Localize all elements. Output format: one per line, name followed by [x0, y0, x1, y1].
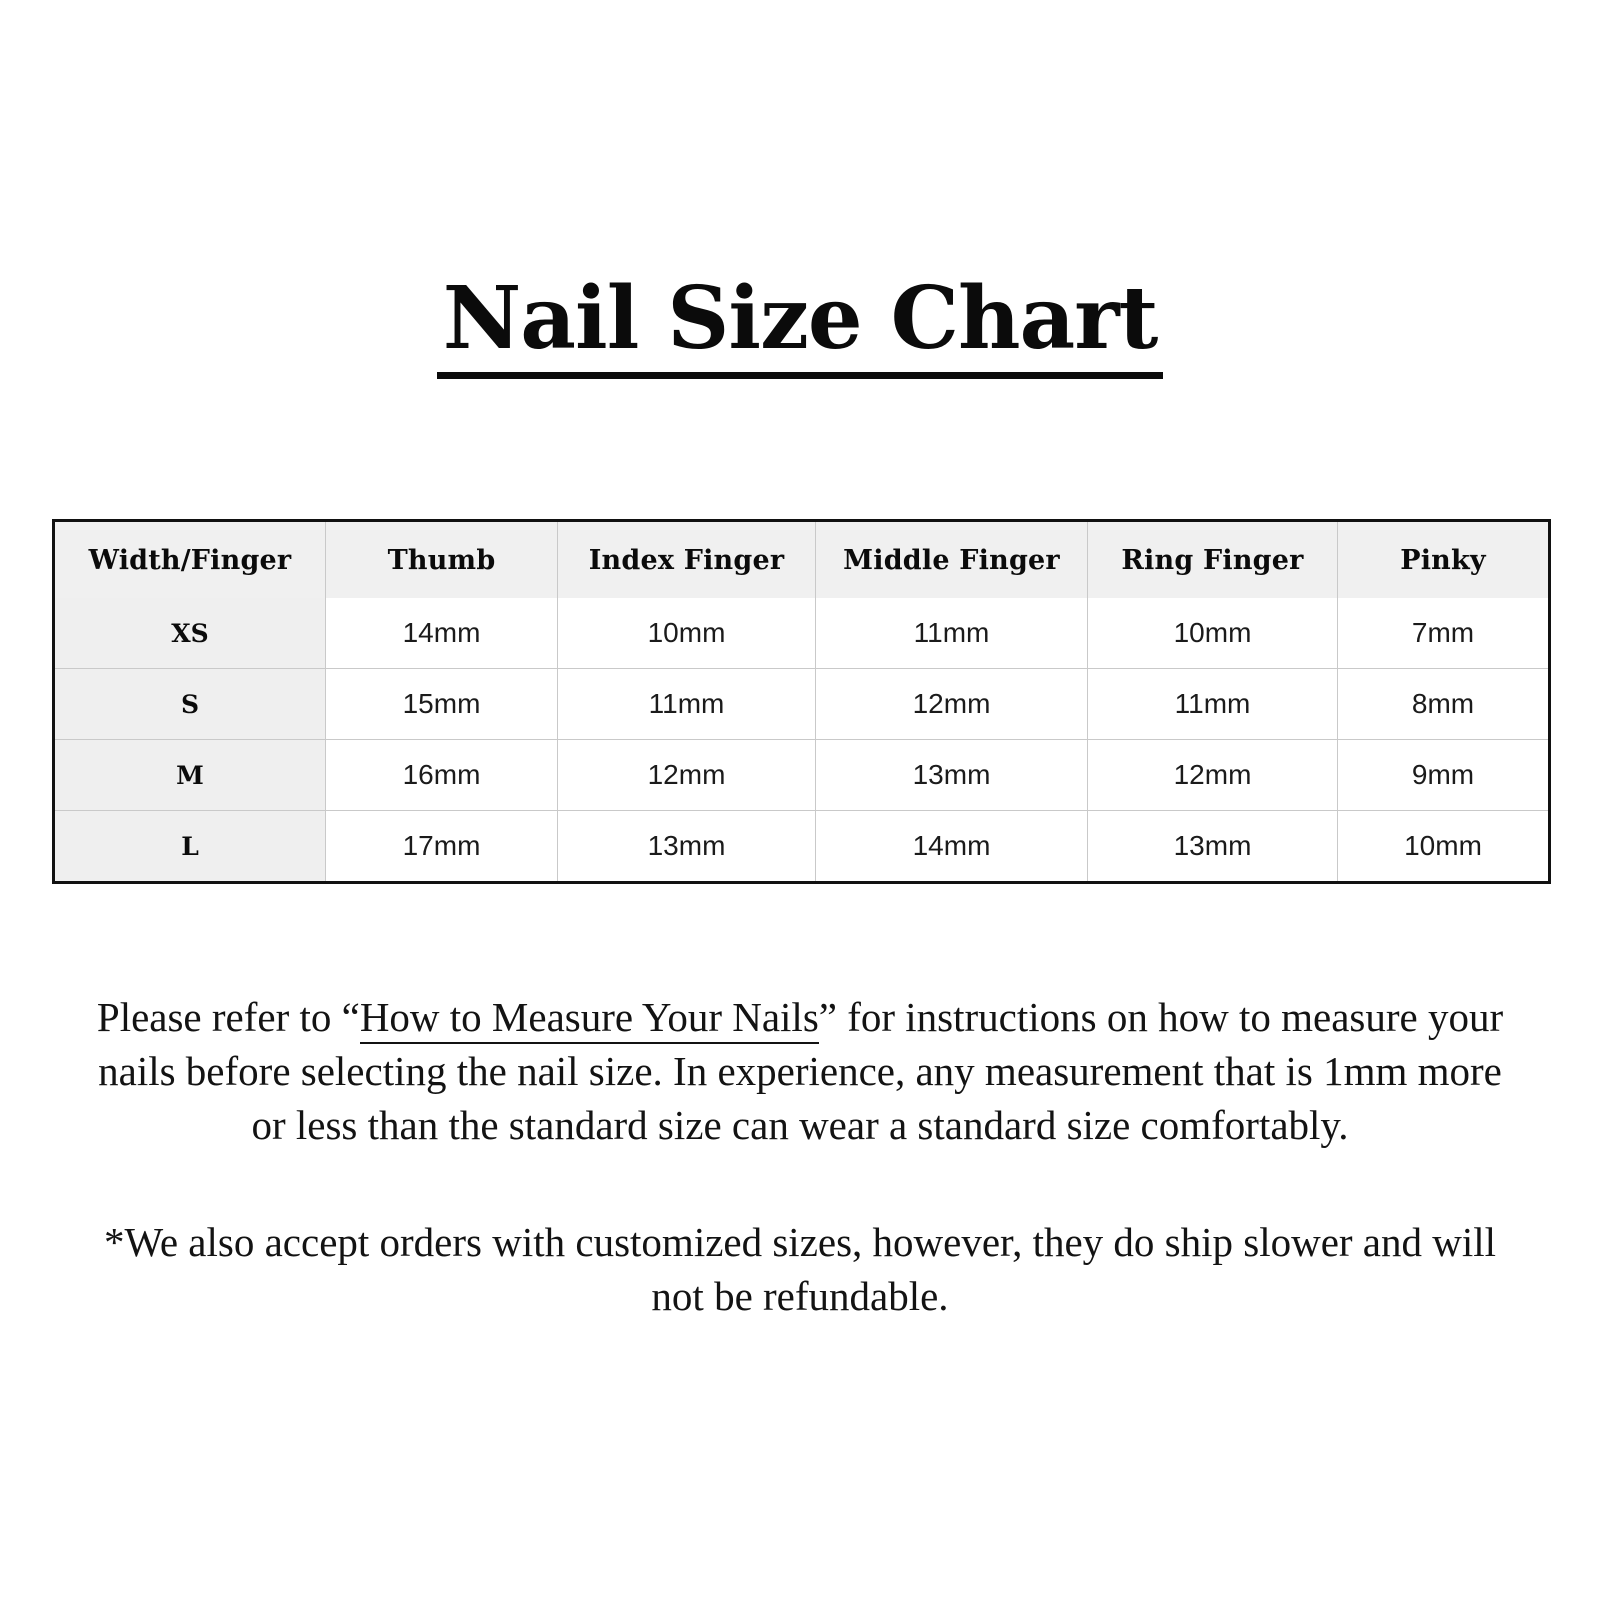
- note-measure-instructions: [86, 990, 1514, 1152]
- cell-pinky: 7mm: [1338, 598, 1550, 669]
- notes-section: [86, 990, 1514, 1323]
- note-text-after-link: ” for instructions on how to measure your nails before selecting the nail size. In experience, any measurement that is 1mm more or less than the standard size can wear a standard size comfortably.: [98, 994, 1504, 1149]
- row-header-size: S: [54, 669, 326, 740]
- cell-pinky: 10mm: [1338, 811, 1550, 883]
- cell-thumb: 16mm: [326, 740, 558, 811]
- page-title: Nail Size Chart: [437, 276, 1164, 379]
- column-header-width-finger: Width/Finger: [54, 521, 326, 599]
- column-header-middle-finger: Middle Finger: [816, 521, 1088, 599]
- cell-middle-finger: 11mm: [816, 598, 1088, 669]
- cell-ring-finger: 11mm: [1088, 669, 1338, 740]
- cell-thumb: 14mm: [326, 598, 558, 669]
- cell-thumb: 17mm: [326, 811, 558, 883]
- cell-middle-finger: 13mm: [816, 740, 1088, 811]
- cell-ring-finger: 13mm: [1088, 811, 1338, 883]
- column-header-ring-finger: Ring Finger: [1088, 521, 1338, 599]
- table-row: [54, 740, 1550, 811]
- cell-thumb: 15mm: [326, 669, 558, 740]
- table-row: [54, 598, 1550, 669]
- table-body: [54, 598, 1550, 883]
- row-header-size: XS: [54, 598, 326, 669]
- column-header-index-finger: Index Finger: [558, 521, 816, 599]
- table-header: [54, 521, 1550, 599]
- row-header-size: L: [54, 811, 326, 883]
- note-text-before-link: Please refer to “: [96, 994, 360, 1041]
- size-chart-table-container: [52, 519, 1548, 884]
- cell-index-finger: 11mm: [558, 669, 816, 740]
- cell-middle-finger: 12mm: [816, 669, 1088, 740]
- column-header-pinky: Pinky: [1338, 521, 1550, 599]
- size-chart-table: [52, 519, 1551, 884]
- cell-ring-finger: 10mm: [1088, 598, 1338, 669]
- cell-pinky: 8mm: [1338, 669, 1550, 740]
- cell-middle-finger: 14mm: [816, 811, 1088, 883]
- table-row: [54, 811, 1550, 883]
- cell-index-finger: 13mm: [558, 811, 816, 883]
- note-custom-sizes: *We also accept orders with customized sizes, however, they do ship slower and will not be refundable.: [103, 1218, 1497, 1319]
- table-row: [54, 669, 1550, 740]
- cell-index-finger: 10mm: [558, 598, 816, 669]
- cell-index-finger: 12mm: [558, 740, 816, 811]
- row-header-size: M: [54, 740, 326, 811]
- column-header-thumb: Thumb: [326, 521, 558, 599]
- page-title-container: [0, 0, 1600, 436]
- cell-ring-finger: 12mm: [1088, 740, 1338, 811]
- how-to-measure-link[interactable]: How to Measure Your Nails: [360, 994, 819, 1044]
- cell-pinky: 9mm: [1338, 740, 1550, 811]
- notes-spacer: [86, 1153, 1514, 1215]
- table-header-row: [54, 521, 1550, 599]
